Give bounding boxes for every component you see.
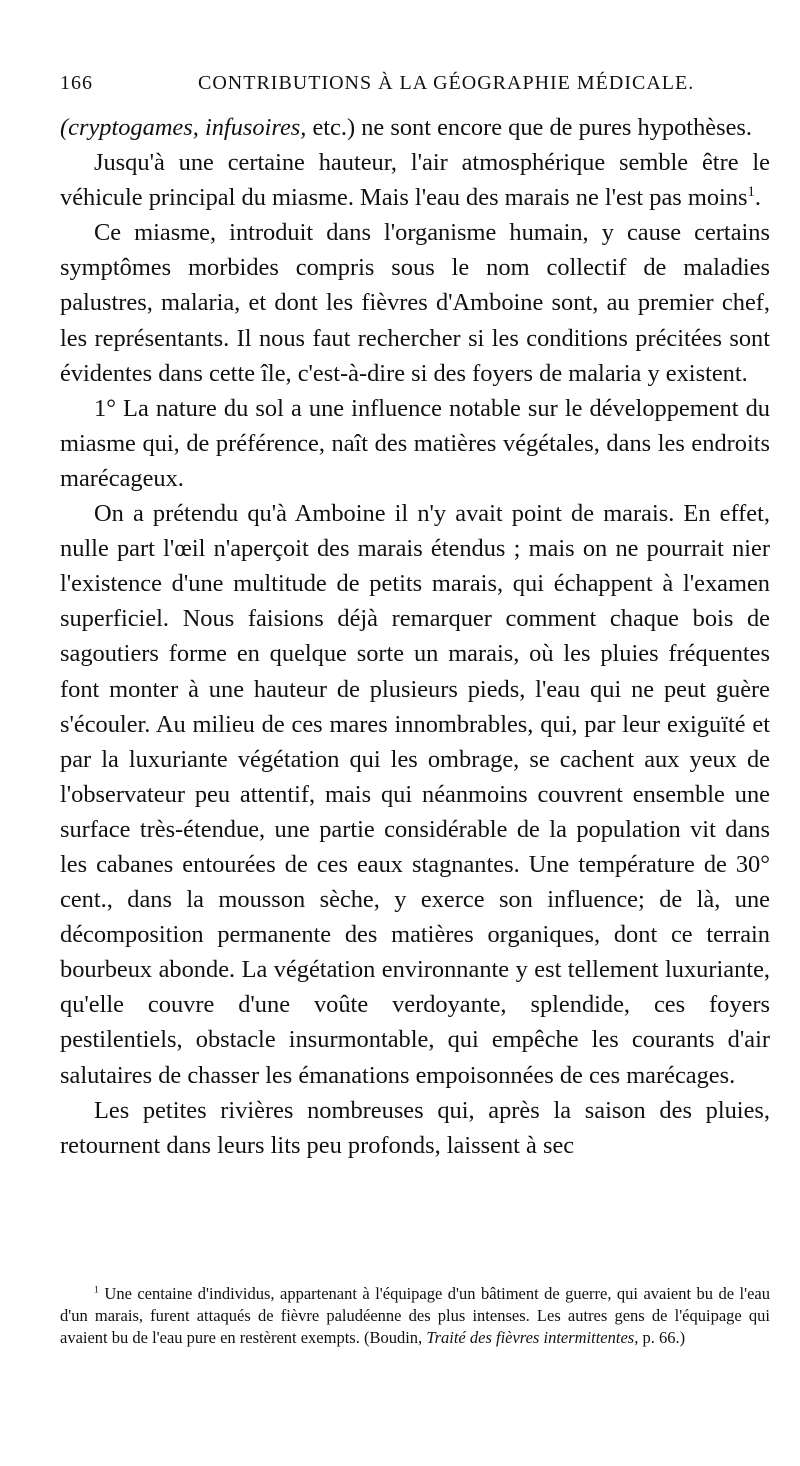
page-header bbox=[60, 72, 770, 98]
paragraph bbox=[60, 145, 770, 215]
running-head: CONTRIBUTIONS À LA GÉOGRAPHIE MÉDICALE. bbox=[198, 72, 695, 94]
paragraph: Les petites rivières nombreuses qui, après la saison des pluies, retournent dans leurs lits peu profonds, laissent à sec bbox=[60, 1096, 770, 1159]
footnote-mark: 1 bbox=[94, 1284, 99, 1296]
footnote-text: , p. 66.) bbox=[634, 1328, 686, 1347]
italic-terms: (cryptogames, infusoires, bbox=[60, 114, 307, 141]
paragraph: 1° La nature du sol a une influence notable sur le développement du miasme qui, de préférence, naît des matières végétales, dans les endroits marécageux. bbox=[60, 394, 770, 492]
paragraph: Ce miasme, introduit dans l'organisme humain, y cause certains symptômes morbides compris sous le nom collectif de maladies palustres, malaria, et dont les fièvres d'Amboine sont, au premier chef, les représentants. Il nous faut rechercher si les conditions précitées sont évidentes dans cette île, c'est-à-dire si des foyers de malaria y existent. bbox=[60, 219, 770, 387]
paragraph bbox=[60, 110, 770, 145]
footnotes bbox=[60, 1283, 770, 1349]
paragraph-text: Jusqu'à une certaine hauteur, l'air atmosphérique semble être le véhicule principal du miasme. Mais l'eau des marais ne l'est pas moins bbox=[60, 149, 770, 212]
cited-title: Traité des fièvres intermittentes bbox=[426, 1328, 635, 1347]
footnote-text: Une centaine d'individus, appartenant à l'équipage d'un bâtiment de guerre, qui avaient bu de l'eau d'un marais, furent attaqués de fièvre paludéenne des plus intenses. Les autres gens de l'équipage qui avaient bu de l'eau pure en restèrent exempts. (Boudin, bbox=[60, 1284, 770, 1347]
footnote-reference[interactable]: 1 bbox=[747, 184, 755, 201]
paragraph: On a prétendu qu'à Amboine il n'y avait point de marais. En effet, nulle part l'œil n'aperçoit des marais étendus ; mais on ne pourrait nier l'existence d'une multitude de petits marais, qui échappent à l'examen superficiel. Nous faisions déjà remarquer comment chaque bois de sagoutiers forme en quelque sorte un marais, où les pluies fréquentes font monter à une hauteur de plusieurs pieds, l'eau qui ne peut guère s'écouler. Au milieu de ces mares innombrables, qui, par leur exiguïté et par la luxuriante végétation qui les ombrage, se cachent aux yeux de l'observateur peu attentif, mais qui néanmoins couvrent ensemble une surface très-étendue, une partie considérable de la population vit dans les cabanes entourées de ces eaux stagnantes. Une température de 30° cent., dans la mousson sèche, y exerce son influence; de là, une décomposition permanente des matières organiques, dont ce terrain bourbeux abonde. La végétation environnante y est tellement luxuriante, qu'elle couvre d'une voûte verdoyante, splendide, ces foyers pestilentiels, obstacle insurmontable, qui empêche les courants d'air salutaires de chasser les émanations empoisonnées de ces marécages. bbox=[60, 500, 770, 1089]
footnote bbox=[60, 1283, 770, 1349]
main-text bbox=[60, 110, 770, 1163]
paragraph-text: etc.) ne sont encore que de pures hypothèses. bbox=[306, 114, 753, 141]
page-number: 166 bbox=[60, 72, 93, 94]
punctuation: . bbox=[754, 184, 761, 212]
